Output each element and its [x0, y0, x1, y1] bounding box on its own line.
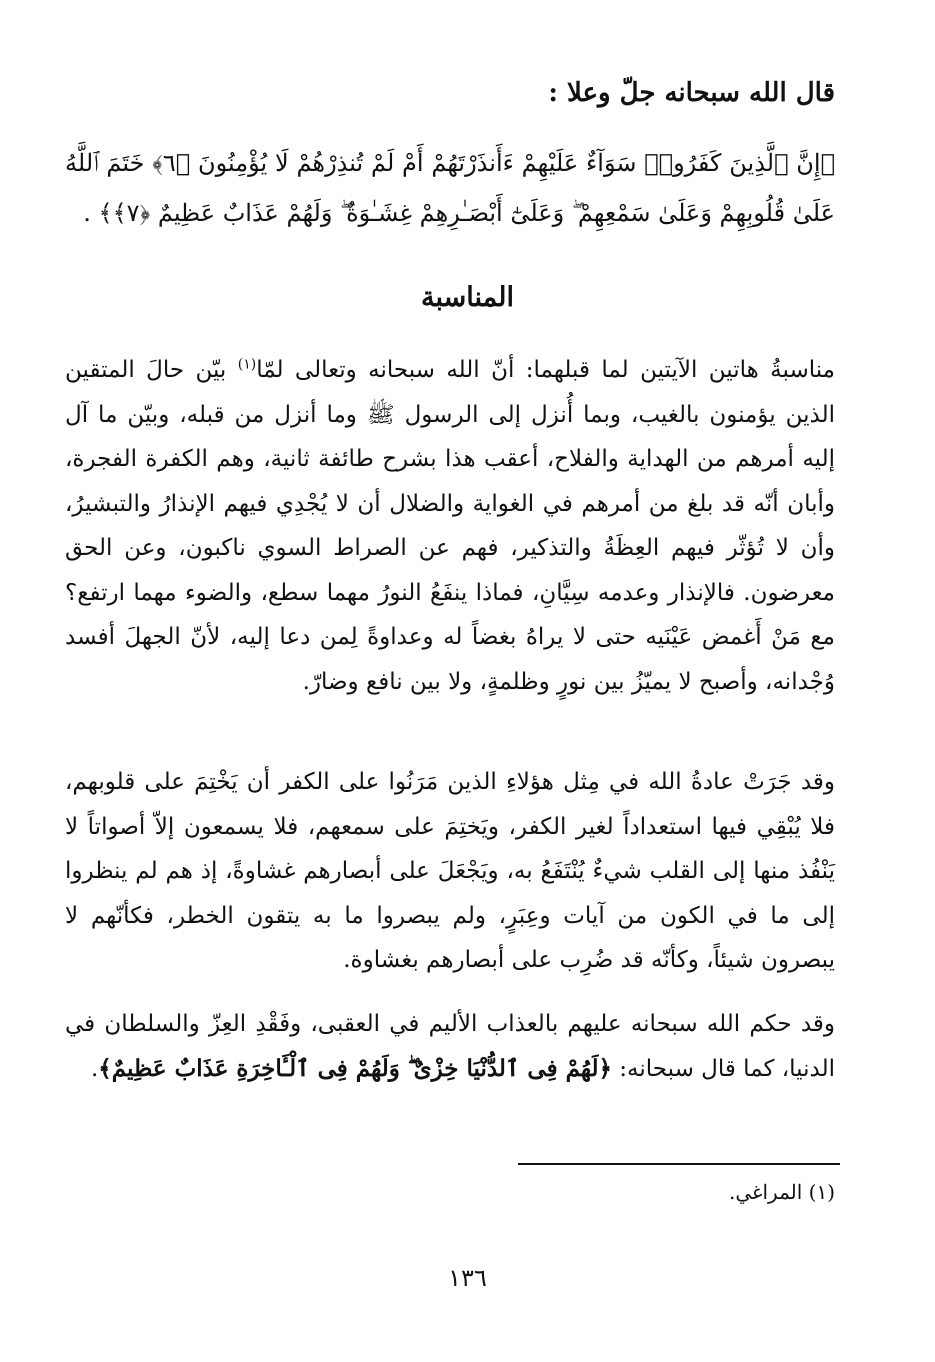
intro-heading: قال الله سبحانه جلّ وعلا : [548, 78, 835, 108]
footnote-divider [518, 1163, 840, 1165]
ayah-number-6: ﴿٦﴾ [152, 149, 191, 177]
quran-verse-block [65, 138, 835, 238]
section-title: المناسبة [421, 282, 514, 313]
verse-text-1: إِنَّ ٱلَّذِينَ كَفَرُوا۟ سَوَآءٌ عَلَيْهِمْ ءَأَنذَرْتَهُمْ أَمْ لَمْ تُنذِرْهُمْ لَا يُؤْمِنُونَ [198, 149, 821, 177]
footnote: (١) المراغي. [728, 1180, 835, 1204]
paragraph-1-rest: بيّن حالَ المتقين الذين يؤمنون بالغيب، وبما أُنزل إلى الرسول ﷺ وما أنزل من قبله، وبيّن ما آل إليه أمرهم من الهداية والفلاح، أعقب هذا بشرح طائفة ثانية، وهم الكفرة الفجرة، وأبان أنّه قد بلغ من أمرهم في الغواية والضلال أن لا يُجْدِي فيهم الإنذارُ والتبشيرُ، وأن لا تُؤثّر فيهم العِظَةُ والتذكير، فهم عن الصراط السوي ناكبون، وعن الحق معرضون. فالإنذار وعدمه سِيَّانِ، فماذا ينفَعُ النورُ مهما سطع، والضوء مهما ارتفع؟ مع مَنْ أَغمض عَيْنَيه حتى لا يراهُ بغضاً له وعداوةً لِمن دعا إليه، لأنّ الجهلَ أفسد وُجْدانه، وأصبح لا يميّزُ بين نورٍ وظلمةٍ، ولا بين نافع وضارّ. [65, 357, 835, 695]
verse-close-bracket: ﴾ . [83, 199, 113, 227]
paragraph-3 [65, 1002, 835, 1091]
ayah-number-7: ﴿٧﴾ [112, 199, 151, 227]
paragraph-3-quran-quote: ﴿لَهُمْ فِى ٱلدُّنْيَا خِزْىٌ ۖ وَلَهُمْ فِى ٱلْـَٔاخِرَةِ عَذَابٌ عَظِيمٌ﴾ [98, 1054, 612, 1082]
paragraph-2: وقد جَرَتْ عادةُ الله في مِثل هؤلاءِ الذين مَرَنُوا على الكفر أن يَخْتِمَ على قلوبهم، فلا يُبْقِي فيها استعداداً لغير الكفر، ويَختِمَ على سمعهم، فلا يسمعون إلاّ أصواتاً لا يَنْفُذ منها إلى القلب شيءٌ يُنْتَفَعُ به، ويَجْعَلَ على أبصارهم غشاوةً، إذ هم لم ينظروا إلى ما في الكون من آيات وعِبَرٍ، ولم يبصروا ما به يتقون الخطر، فكأنّهم لا يبصرون شيئاً، وكأنّه قد ضُرِب على أبصارهم بغشاوة. [65, 769, 835, 973]
verse-text-2: خَتَمَ ٱللَّهُ عَلَىٰ قُلُوبِهِمْ وَعَلَىٰ سَمْعِهِمْ ۖ وَعَلَىٰٓ أَبْصَـٰرِهِمْ غِشَـٰوَةٌ ۖ وَلَهُمْ عَذَابٌ عَظِيمٌ [65, 149, 835, 227]
footnote-marker: (١) [237, 356, 257, 373]
paragraph-1 [65, 348, 835, 704]
page-number: ١٣٦ [448, 1264, 487, 1292]
paragraph-1-start: مناسبةُ هاتين الآيتين لما قبلهما: أنّ الله سبحانه وتعالى لمّا [256, 357, 835, 383]
paragraph-3-text: وقد حكم الله سبحانه عليهم بالعذاب الأليم في العقبى، وفَقْدِ العِزّ والسلطان في الدنيا، كما قال سبحانه: [65, 1011, 835, 1082]
paragraph-3-end: . [90, 1055, 99, 1082]
verse-open-bracket: ﴿ [820, 149, 835, 177]
